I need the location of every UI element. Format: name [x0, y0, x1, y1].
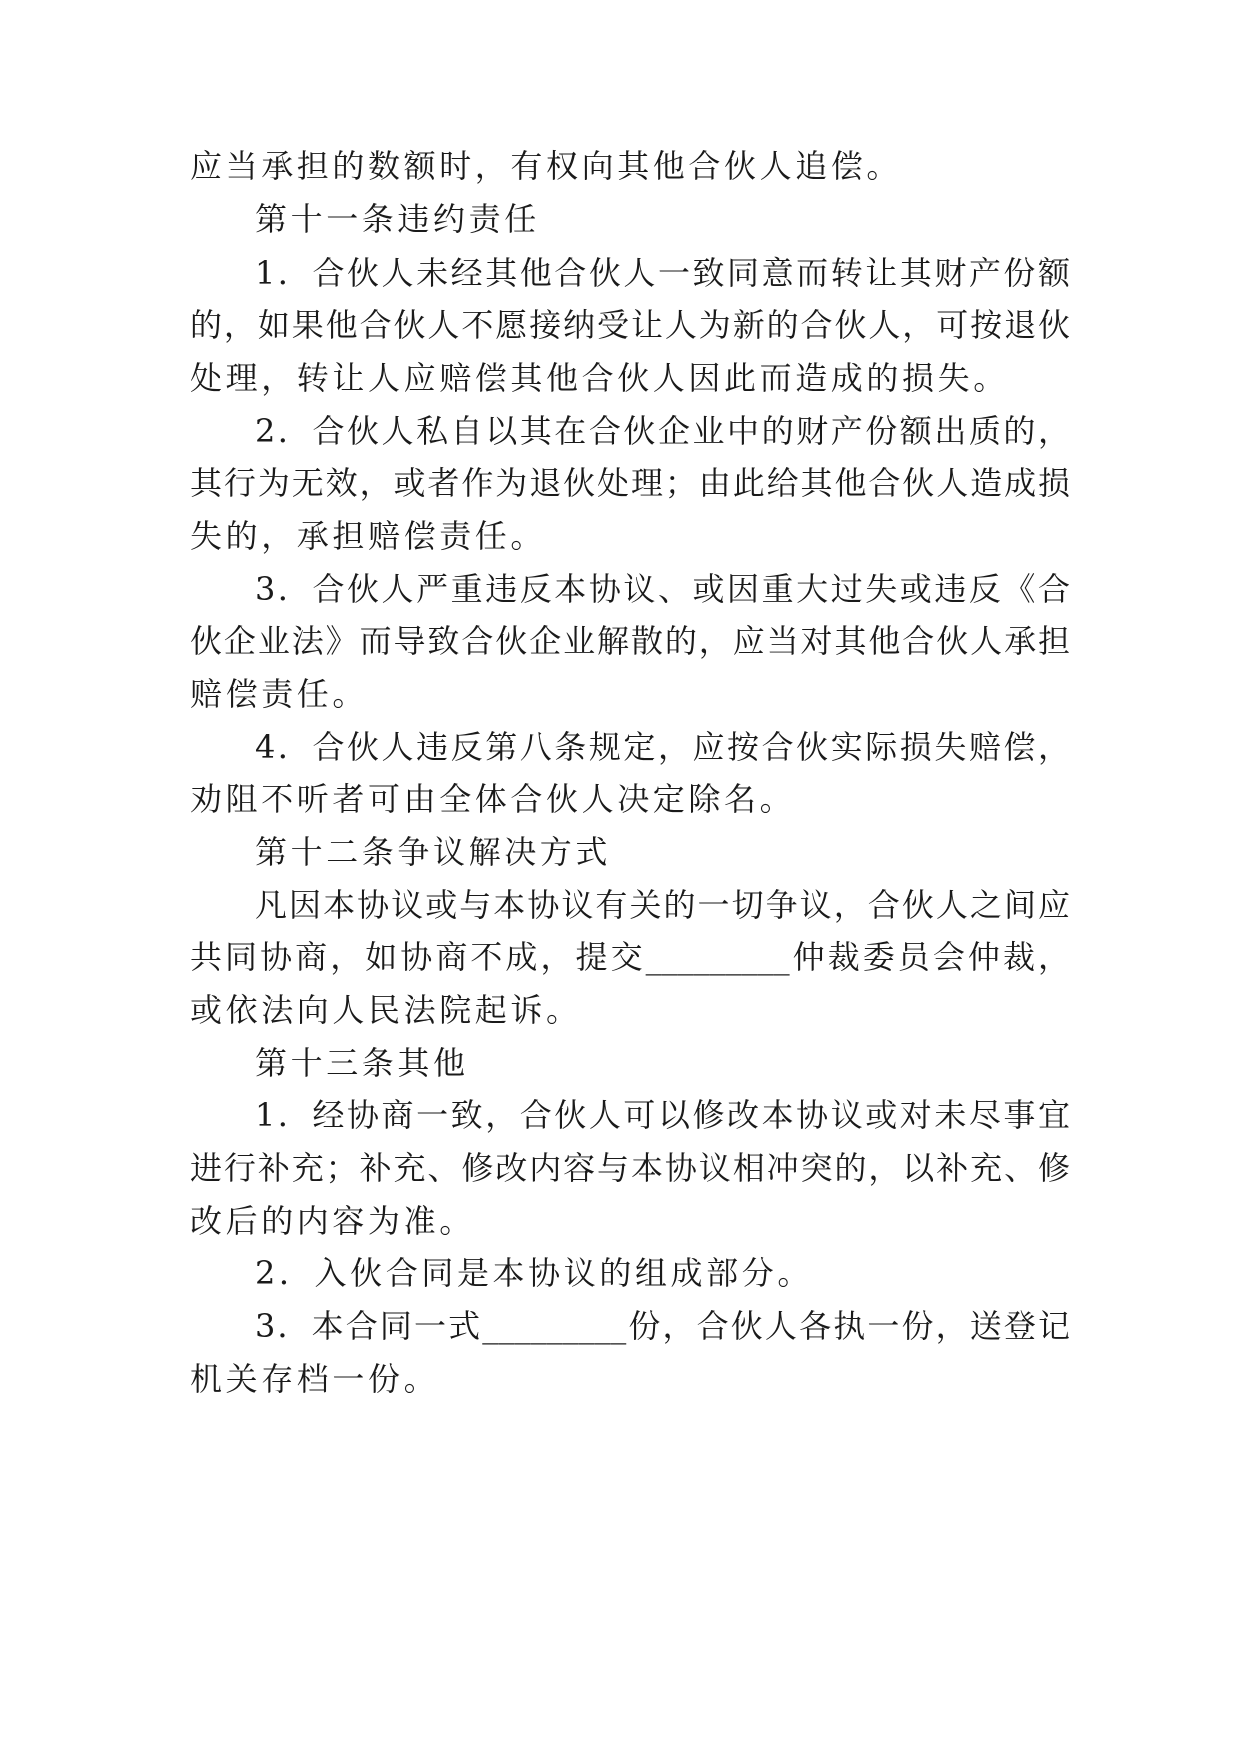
paragraph-line: 4．合伙人违反第八条规定，应按合伙实际损失赔偿， — [255, 728, 1070, 766]
paragraph-line: 凡因本协议或与本协议有关的一切争议，合伙人之间应 — [255, 886, 1070, 924]
paragraph-line: 进行补充；补充、修改内容与本协议相冲突的，以补充、修 — [190, 1149, 1070, 1187]
paragraph-line: 1．合伙人未经其他合伙人一致同意而转让其财产份额 — [255, 254, 1070, 292]
paragraph-line: 改后的内容为准。 — [190, 1202, 475, 1240]
paragraph-line: 3．本合同一式_________份，合伙人各执一份，送登记 — [255, 1307, 1070, 1345]
paragraph-line: 或依法向人民法院起诉。 — [190, 991, 582, 1029]
paragraph-line: 伙企业法》而导致合伙企业解散的，应当对其他合伙人承担 — [190, 622, 1070, 660]
section-heading: 第十一条违约责任 — [255, 200, 540, 238]
paragraph-line: 劝阻不听者可由全体合伙人决定除名。 — [190, 780, 796, 818]
paragraph-line: 1．经协商一致，合伙人可以修改本协议或对未尽事宜 — [255, 1096, 1070, 1134]
section-heading: 第十三条其他 — [255, 1044, 469, 1082]
paragraph-line: 的，如果他合伙人不愿接纳受让人为新的合伙人，可按退伙 — [190, 306, 1070, 344]
paragraph-line: 处理，转让人应赔偿其他合伙人因此而造成的损失。 — [190, 359, 1009, 397]
paragraph-line: 其行为无效，或者作为退伙处理；由此给其他合伙人造成损 — [190, 464, 1070, 502]
section-heading: 第十二条争议解决方式 — [255, 833, 612, 871]
paragraph-line: 失的，承担赔偿责任。 — [190, 517, 547, 555]
paragraph-line: 共同协商，如协商不成，提交_________仲裁委员会仲裁， — [190, 938, 1070, 976]
paragraph-line: 3．合伙人严重违反本协议、或因重大过失或违反《合 — [255, 570, 1070, 608]
paragraph-line: 应当承担的数额时，有权向其他合伙人追偿。 — [190, 147, 903, 185]
paragraph-line: 2．入伙合同是本协议的组成部分。 — [255, 1254, 813, 1292]
paragraph-line: 机关存档一份。 — [190, 1360, 440, 1398]
paragraph-line: 赔偿责任。 — [190, 675, 369, 713]
paragraph-line: 2．合伙人私自以其在合伙企业中的财产份额出质的， — [255, 412, 1070, 450]
